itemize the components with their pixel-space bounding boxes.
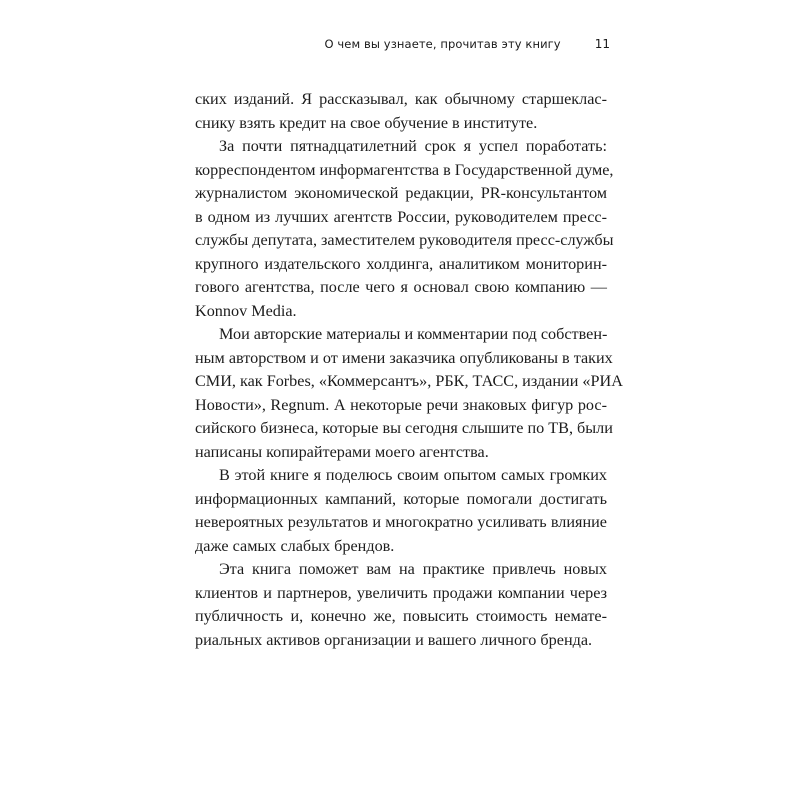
text-line: в одном из лучших агентств России, руководителем пресс- (195, 207, 607, 226)
text-line: информационных кампаний, которые помогали достигать (195, 489, 607, 508)
text-line: сийского бизнеса, которые вы сегодня слышите по ТВ, были (195, 419, 613, 437)
text-line: СМИ, как Forbes, «Коммерсантъ», РБК, ТАСС, издании «РИА (195, 372, 623, 390)
text-line: В этой книге я поделюсь своим опытом самых громких (219, 466, 607, 484)
paragraph (195, 88, 607, 135)
text-line: риальных активов организации и вашего личного бренда. (195, 630, 593, 649)
body-text (195, 88, 623, 652)
paragraph (195, 558, 607, 652)
text-line: службы депутата, заместителем руководителя пресс-службы (195, 231, 614, 249)
text-line: корреспондентом информагентства в Государственной думе, (195, 160, 614, 179)
text-line: даже самых слабых брендов. (195, 536, 395, 555)
text-line: ских изданий. Я рассказывал, как обычному старшеклас- (195, 90, 607, 108)
text-line: Мои авторские материалы и комментарии под собствен- (219, 325, 608, 343)
text-line: ным авторством и от имени заказчика опубликованы в таких (195, 348, 613, 367)
paragraph (195, 464, 607, 558)
text-line: невероятных результатов и многократно усиливать влияние (195, 513, 607, 531)
chapter-title: О чем вы узнаете, прочитав эту книгу (324, 37, 561, 51)
text-line: клиентов и партнеров, увеличить продажи компании через (195, 583, 607, 602)
page-number: 11 (594, 37, 610, 51)
text-line: написаны копирайтерами моего агентства. (195, 442, 489, 461)
text-line: снику взять кредит на свое обучение в институте. (195, 113, 538, 132)
text-line: крупного издательского холдинга, аналитиком мониторин- (195, 254, 607, 273)
text-line: публичность и, конечно же, повысить стоимость немате- (195, 607, 607, 625)
text-line: журналистом экономической редакции, PR-консультантом (195, 184, 607, 202)
running-head (324, 34, 610, 54)
text-line: Эта книга поможет вам на практике привлечь новых (219, 560, 607, 578)
text-line: гового агентства, после чего я основал свою компанию — (195, 278, 607, 296)
text-line: Konnov Media. (195, 301, 297, 320)
paragraph (195, 323, 623, 464)
text-line: Новости», Regnum. А некоторые речи знаковых фигур рос- (195, 395, 607, 414)
paragraph (195, 135, 614, 323)
text-line: За почти пятнадцатилетний срок я успел поработать: (219, 137, 607, 155)
